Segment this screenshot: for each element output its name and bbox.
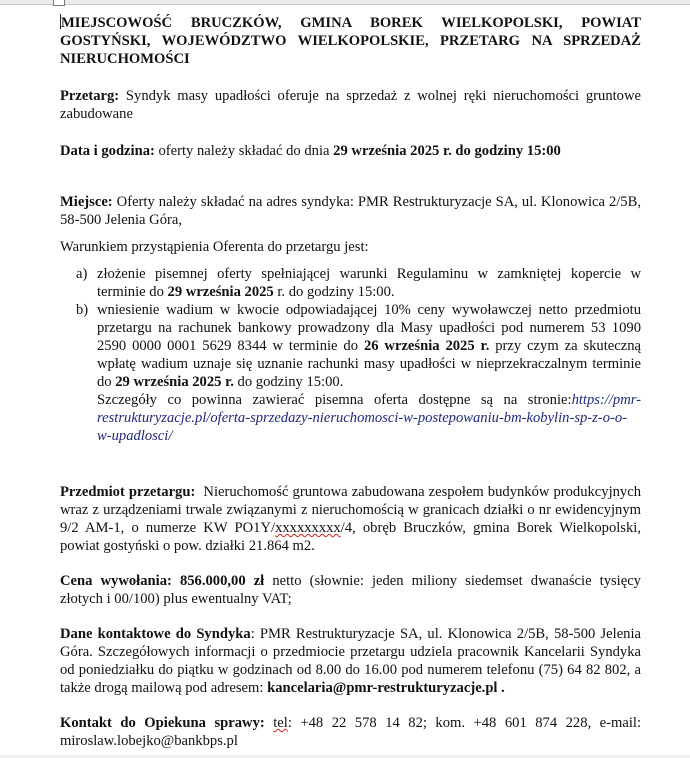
- warunki-list: [60, 265, 641, 445]
- list-marker: a): [76, 266, 88, 282]
- item-date: 29 września 2025 r.: [115, 374, 234, 390]
- przedmiot-text: /4, obręb Bruczków, gmina Borek Wielkopolski, powiat gostyński o pow. działki 21.864 m2.: [60, 520, 641, 554]
- item-text: do godziny 15:00.: [233, 374, 344, 390]
- list-item: [60, 301, 641, 445]
- section-cena: [60, 572, 641, 608]
- opiekun-label: Kontakt do Opiekuna sprawy:: [60, 715, 265, 731]
- section-dane-kontaktowe: [60, 625, 641, 697]
- miejsce-text: Oferty należy składać na adres syndyka: PMR Restrukturyzacje SA, ul. Klonowica 2/5B, 58-500 Jelenia Góra,: [60, 194, 641, 228]
- item-text: złożenie pisemnej oferty spełniającej warunki Regulaminu w zamkniętej kopercie w terminie do: [97, 266, 641, 300]
- section-data-godzina: [60, 142, 641, 160]
- data-godzina-text: oferty należy składać do dnia: [154, 143, 334, 159]
- item-text: r. do godziny 15:00.: [273, 284, 395, 300]
- warunki-intro: Warunkiem przystąpienia Oferenta do przetargu jest:: [60, 239, 369, 255]
- item-text: wniesienie wadium w kwocie odpowiadającej 10% ceny wywoławczej netto przedmiotu przetargu na rachunek bankowy prowadzony dla Masy upadłości pod numerem 53 1090 2590 0000 0001 5629 8344 w terminie do: [97, 302, 641, 354]
- list-marker: b): [76, 302, 89, 318]
- offer-details-link[interactable]: https://pmr-restrukturyzacje.pl/oferta-sprzedazy-nieruchomosci-w-postepowaniu-bm-kobylin-sp-z-o-o-w-upadlosci/: [97, 392, 641, 444]
- title-text: MIEJSCOWOŚĆ BRUCZKÓW, GMINA BOREK WIELKOPOLSKI, POWIAT GOSTYŃSKI, WOJEWÓDZTWO WIELKOPOLSKIE, PRZETARG NA SPRZEDAŻ NIERUCHOMOŚCI: [60, 15, 641, 67]
- przedmiot-label: Przedmiot przetargu:: [60, 484, 196, 500]
- list-item: [60, 265, 641, 301]
- dane-kontaktowe-label: Dane kontaktowe do Syndyka: [60, 626, 251, 642]
- deadline: 29 września 2025 r. do godziny 15:00: [333, 143, 561, 159]
- indent-marker[interactable]: [53, 0, 65, 6]
- document-page: [60, 14, 645, 750]
- dane-kontaktowe-text: : PMR Restrukturyzacje SA, ul. Klonowica 2/5B, 58-500 Jelenia Góra. Szczegółowych informacji o przedmiocie przetargu udziela pracownik Kancelarii Syndyka od poniedziałku do piątku w godzinach od 8.00 do 16.00 pod numerem telefonu (75) 64 82 802, a także drogą mailową pod adresem:: [60, 626, 642, 696]
- ruler: [0, 0, 690, 5]
- section-przedmiot: [60, 483, 645, 555]
- przedmiot-text: Nieruchomość gruntowa zabudowana zespołem budynków produkcyjnych wraz z urządzeniami trwale związanymi z nieruchomością w granicach działki o nr ewidencyjnym 9/2 AM-1, o numerze KW PO1Y/: [60, 484, 645, 536]
- details-text: Szczegóły co powinna zawierać pisemna oferta dostępne są na stronie:: [97, 392, 572, 408]
- item-date: 26 września 2025 r.: [363, 338, 490, 354]
- miejsce-label: Miejsce:: [60, 194, 113, 210]
- data-godzina-label: Data i godzina:: [60, 143, 155, 159]
- section-miejsce: [60, 193, 641, 229]
- przetarg-label: Przetarg:: [60, 88, 120, 104]
- tel-word: tel: [273, 715, 288, 731]
- przetarg-text: Syndyk masy upadłości oferuje na sprzedaż z wolnej ręki nieruchomości gruntowe zabudowane: [60, 88, 641, 122]
- opiekun-text: : +48 22 578 14 82; kom. +48 601 874 228, e-mail: miroslaw.lobejko@bankbps.pl: [60, 715, 641, 749]
- document-title: [60, 14, 641, 68]
- section-przetarg: [60, 87, 641, 123]
- section-opiekun: [60, 714, 641, 750]
- cena-label: Cena wywołania: 856.000,00 zł: [60, 573, 265, 589]
- kw-masked: xxxxxxxxx: [275, 520, 341, 536]
- kancelaria-email[interactable]: kancelaria@pmr-restrukturyzacje.pl .: [267, 680, 505, 696]
- item-text: przy czym za skuteczną wpłatę wadium uznaje się uznanie rachunki masy upadłości w nieprzekraczalnym terminie do: [97, 338, 641, 390]
- cena-text: netto (słownie: jeden miliony siedemset dwanaście tysięcy złotych i 00/100) plus ewentualny VAT;: [60, 573, 641, 607]
- item-date: 29 września 2025: [167, 284, 274, 300]
